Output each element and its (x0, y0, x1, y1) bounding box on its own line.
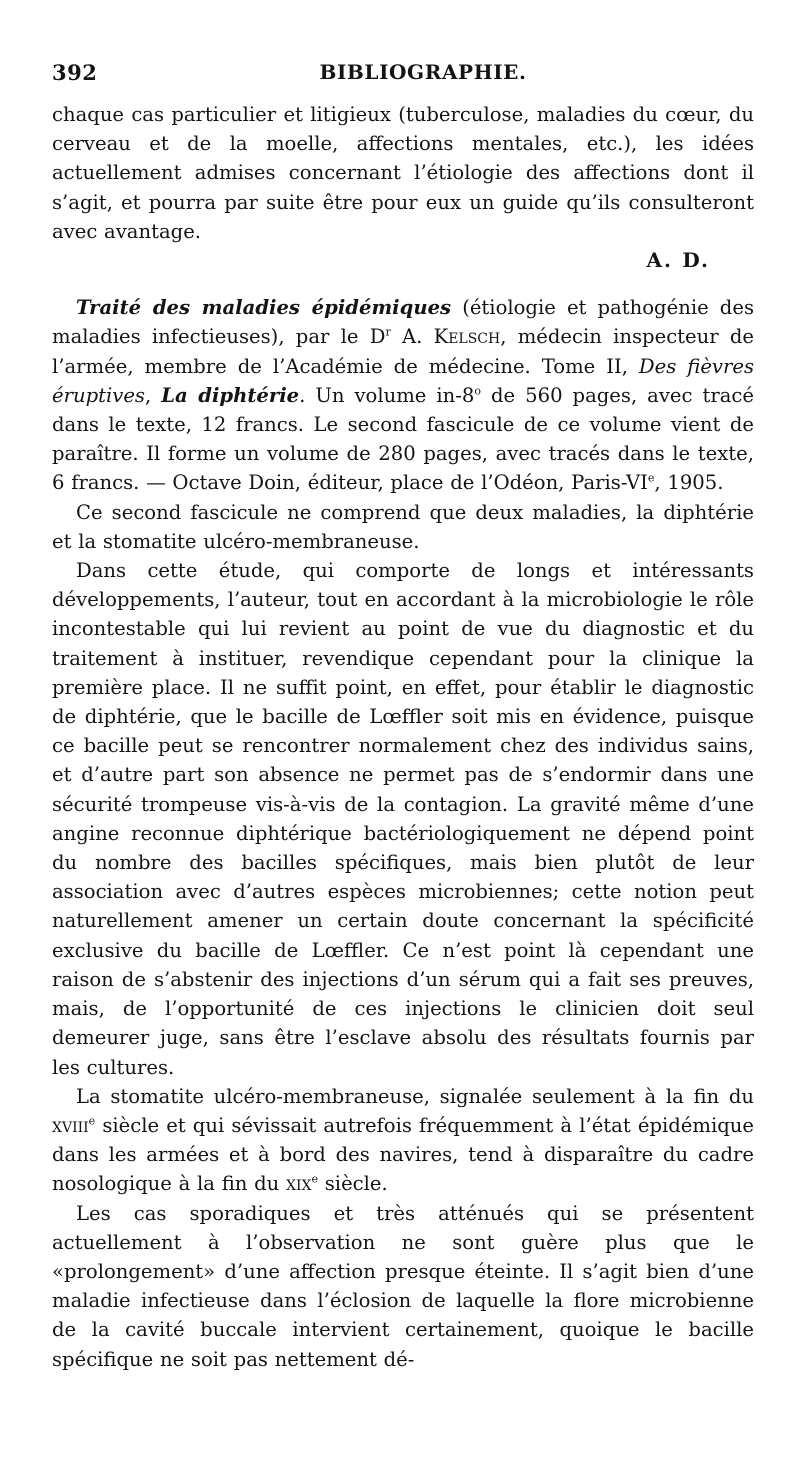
century-19: xix (286, 1172, 312, 1196)
author-initial: A. (390, 325, 434, 349)
century-18: xviii (52, 1113, 89, 1137)
paragraph-sporadic-cases: Les cas sporadiques et très atténués qui se présentent actuellement à l’observation ne sont guère plus que le «prolongement» d’une affection presque éteinte. Il s’agit bien d’une maladie infectieuse dans l’éclosion de laquelle la flore microbienne de la cavité buccale intervient certainement, quoique le bacille spécifique ne soit pas nettement dé- (52, 1201, 754, 1371)
century-19-superscript: e (311, 1172, 319, 1186)
stomatitis-text-2: siècle et qui sévissait autrefois fréquemment à l’état épidémique dans les armées et à bord des navires, tend à disparaître du cadre nosologique à la fin du (52, 1113, 754, 1196)
century-18-superscript: e (88, 1114, 96, 1128)
paragraph-diphteria: Dans cette étude, qui comporte de longs et intéressants développements, l’auteur, tout en accordant à la microbiologie le rôle incontestable qui lui revient au point de vue du diagnostic et du traitement à instituer, revendique cependant pour la clinique la première place. Il ne suffit point, en effet, pour établir le diagnostic de diphtérie, que le bacille de Lœffler soit mis en évidence, puisque ce bacille peut se rencontrer normalement chez des individus sains, et d’autre part son absence ne permet pas de s’endormir dans une sécurité trompeuse vis-à-vis de la contagion. La gravité même d’une angine reconnue diphtérique bactériologiquement ne dépend point du nombre des bacilles spécifiques, mais bien plutôt de leur association avec d’autres espèces microbiennes; cette notion peut naturellement amener un certain doute concernant la spécificité exclusive du bacille de Lœffler. Ce n’est point là cependant une raison de s’abstenir des injections d’un sérum qui a fait ses preuves, mais, de l’opportunité de ces injections le clinicien doit seul demeurer juge, sans être l’esclave absolu des résultats fournis par les cultures. (52, 559, 754, 1079)
paragraph-stomatitis (52, 1082, 754, 1199)
author-name: Kelsch (433, 325, 501, 349)
running-head: BIBLIOGRAPHIE. (319, 60, 527, 84)
bibliographic-entry (52, 293, 754, 497)
volume-title: Des fièvres éruptives (52, 354, 754, 407)
page-header (52, 60, 754, 100)
page-text (52, 100, 754, 1374)
entry-text-4: de 560 pages, avec tracé dans le texte, 12 francs. Le second fascicule de ce volume vient de paraître. Il forme un volume de 280 pages, avec tracés dans le texte, 6 francs. — Octave Doin, éditeur, place de l’Odéon, Paris-VI (52, 383, 754, 495)
paragraph-continuation: chaque cas particulier et litigieux (tuberculose, maladies du cœur, du cerveau et de la moelle, affections mentales, etc.), les idées actuellement admises concernant l’étiologie des affections dont il s’agit, et pourra par suite être pour eux un guide qu’ils consulteront avec avantage. (52, 103, 754, 243)
entry-text-1: (étiologie et pathogénie des maladies infectieuses), par le D (52, 296, 754, 349)
octavo-superscript: o (474, 384, 482, 398)
entry-text-5: , 1905. (654, 471, 724, 495)
dr-superscript: r (385, 325, 391, 339)
page-number: 392 (52, 60, 98, 85)
entry-text-2: , médecin inspecteur de l’armée, membre de l’Académie de médecine. Tome II, (52, 325, 754, 378)
paragraph-fascicule: Ce second fascicule ne comprend que deux maladies, la diphtérie et la stomatite ulcéro-membraneuse. (52, 500, 754, 553)
book-page (52, 60, 754, 1374)
stomatitis-text-3: siècle. (318, 1172, 388, 1196)
stomatitis-text-1: La stomatite ulcéro-membraneuse, signalée seulement à la fin du (76, 1084, 754, 1108)
reviewer-signature: A. D. (646, 248, 710, 273)
arrondissement-superscript: e (647, 471, 655, 485)
book-title: Traité des maladies épidémiques (76, 296, 452, 320)
entry-comma: , (144, 383, 162, 407)
entry-text-3: . Un volume in-8 (299, 383, 475, 407)
volume-subtitle: La diphtérie (161, 383, 300, 407)
